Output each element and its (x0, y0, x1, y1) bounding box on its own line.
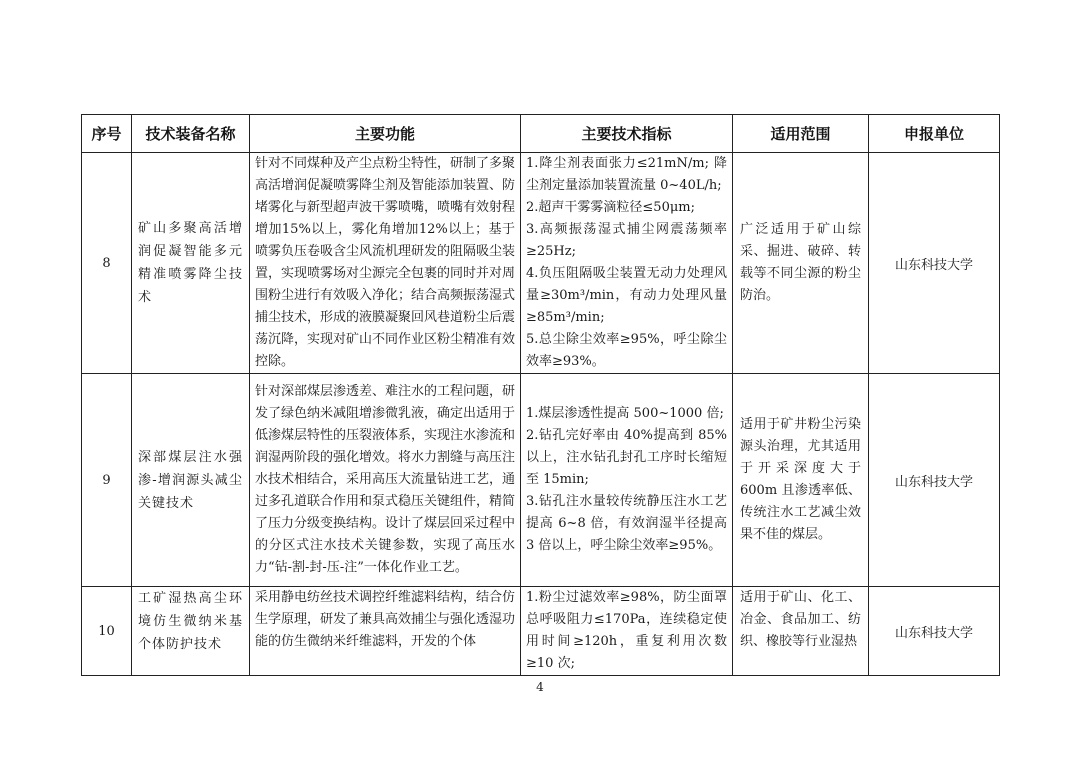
header-function: 主要功能 (250, 115, 521, 153)
row-specs (521, 587, 733, 676)
spec-line: 1.降尘剂表面张力≤21mN/m; 降尘剂定量添加装置流量 0~40L/h; (526, 156, 727, 193)
row-function: 针对不同煤种及产尘点粉尘特性，研制了多聚高活增润促凝喷雾降尘剂及智能添加装置、防堵雾化与新型超声波干雾喷嘴，喷嘴有效射程增加15%以上，雾化角增加12%以上；基于喷雾负压卷吸含尘风流机理研发的阻隔吸尘装置，实现喷雾场对尘源完全包裹的同时并对周围粉尘进行有效吸入净化；结合高频振荡湿式捕尘技术，形成的液膜凝聚回风巷道粉尘后震荡沉降，实现对矿山不同作业区粉尘精准有效控除。 (250, 153, 521, 374)
header-name: 技术装备名称 (132, 115, 250, 153)
row-scope: 广泛适用于矿山综采、掘进、破碎、转载等不同尘源的粉尘防治。 (733, 153, 869, 374)
table-row (82, 374, 1000, 587)
row-name: 工矿湿热高尘环境仿生微纳米基个体防护技术 (132, 587, 250, 676)
header-specs: 主要技术指标 (521, 115, 733, 153)
row-name: 深部煤层注水强渗-增润源头减尘关键技术 (132, 374, 250, 587)
row-scope: 适用于矿山、化工、冶金、食品加工、纺织、橡胶等行业湿热 (733, 587, 869, 676)
row-scope: 适用于矿井粉尘污染源头治理，尤其适用于开采深度大于600m 且渗透率低、传统注水工艺减尘效果不佳的煤层。 (733, 374, 869, 587)
spec-line: 5.总尘除尘效率≥95%，呼尘除尘效率≥93%。 (526, 332, 727, 369)
table-row (82, 587, 1000, 676)
technology-table-container (81, 114, 999, 671)
row-specs (521, 374, 733, 587)
header-scope: 适用范围 (733, 115, 869, 153)
row-seq: 9 (82, 374, 132, 587)
row-function: 针对深部煤层渗透差、难注水的工程问题，研发了绿色纳米减阻增渗微乳液，确定出适用于低渗煤层特性的压裂液体系，实现注水渗流和润湿两阶段的强化增效。将水力割缝与高压注水技术相结合，采用高压大流量钻进工艺，通过多孔道联合作用和泵式稳压关键组件，精简了压力分级变换结构。设计了煤层回采过程中的分区式注水技术关键参数，实现了高压水力“钻-割-封-压-注”一体化作业工艺。 (250, 374, 521, 587)
spec-line: 1.煤层渗透性提高 500~1000 倍; (526, 406, 724, 421)
row-specs (521, 153, 733, 374)
header-seq: 序号 (82, 115, 132, 153)
spec-line: 3.钻孔注水量较传统静压注水工艺提高 6~8 倍，有效润湿半径提高 3 倍以上，呼尘除尘效率≥95%。 (526, 494, 727, 553)
row-seq: 8 (82, 153, 132, 374)
table-header-row (82, 115, 1000, 153)
spec-line: 4.负压阻隔吸尘装置无动力处理风量≥30m³/min，有动力处理风量≥85m³/min; (526, 266, 727, 325)
spec-line: 2.钻孔完好率由 40%提高到 85%以上，注水钻孔封孔工序时长缩短至 15min; (526, 428, 727, 487)
technology-table (81, 114, 1000, 676)
header-unit: 申报单位 (869, 115, 1000, 153)
spec-line: 3.高频振荡湿式捕尘网震荡频率≥25Hz; (526, 222, 727, 259)
spec-line: 2.超声干雾雾滴粒径≤50μm; (526, 200, 695, 215)
row-seq: 10 (82, 587, 132, 676)
row-name: 矿山多聚高活增润促凝智能多元精准喷雾降尘技术 (132, 153, 250, 374)
page-number: 4 (536, 680, 544, 694)
row-function: 采用静电纺丝技术调控纤维滤料结构，结合仿生学原理，研发了兼具高效捕尘与强化透湿功能的仿生微纳米纤维滤料，开发的个体 (250, 587, 521, 676)
row-unit: 山东科技大学 (869, 587, 1000, 676)
row-unit: 山东科技大学 (869, 374, 1000, 587)
table-row (82, 153, 1000, 374)
spec-line: 1.粉尘过滤效率≥98%，防尘面罩总呼吸阻力≤170Pa，连续稳定使用时间≥120h，重复利用次数≥10 次; (526, 590, 727, 671)
row-unit: 山东科技大学 (869, 153, 1000, 374)
